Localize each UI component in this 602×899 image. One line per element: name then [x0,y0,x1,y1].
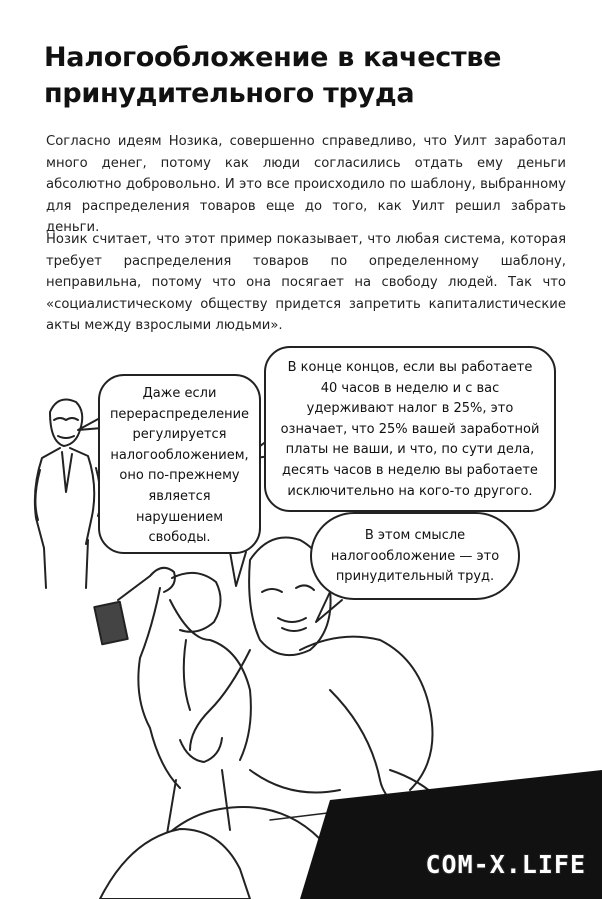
speech-bubble-bottom: В этом смысле налогообложение — это принудительный труд. [310,512,520,600]
speech-bubble-right: В конце концов, если вы работаете 40 часов в неделю и с вас удерживают налог в 25%, это означает, что 25% вашей заработной платы не ваши, и что, по сути дела, десять часов в неделю вы работаете исключительно на кого-то другого. [264,346,556,512]
speech-bubble-left: Даже если перераспределение регулируется налогообложением, оно по-прежнему является нарушением свободы. [98,374,261,554]
page-title: Налогообложение в качестве принудительного труда [44,42,502,109]
watermark: COM-X.LIFE [425,850,586,879]
paragraph-2: Нозик считает, что этот пример показывает, что любая система, которая требует распределения товаров по определенному шаблону, неправильна, потому что она посягает на свободу людей. Так что «социалистическому обществу придется запретить капиталистические акты между взрослыми людьми». [46,232,566,334]
axe-man-figure [94,568,251,840]
paragraph-1: Согласно идеям Нозика, совершенно справедливо, что Уилт заработал много денег, потому как люди согласились отдать ему деньги абсолютно добровольно. И это все происходило по шаблону, выбранному для распределения товаров еще до того, как Уилт решил забрать деньги. [46,134,566,236]
